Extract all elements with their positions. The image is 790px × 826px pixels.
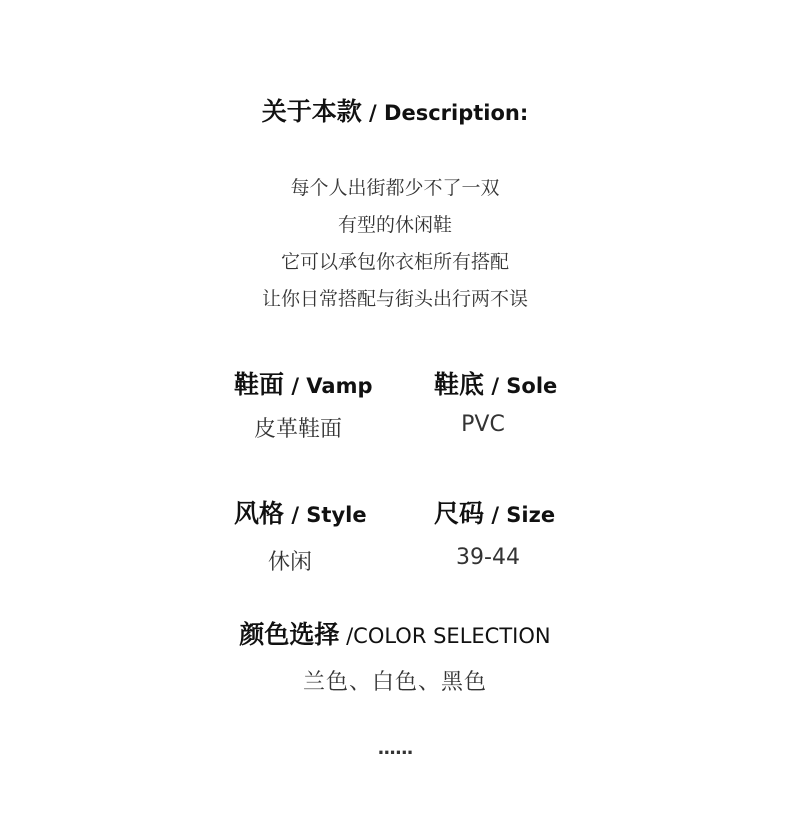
size-label bbox=[434, 494, 555, 530]
description-line: 每个人出街都少不了一双 bbox=[290, 177, 500, 199]
ellipsis: ...... bbox=[377, 738, 413, 759]
style-label-cn: 风格 bbox=[234, 499, 285, 528]
color-options: 兰色、白色、黑色 bbox=[302, 670, 487, 695]
sole-label bbox=[434, 365, 557, 401]
vamp-label-cn: 鞋面 bbox=[234, 370, 285, 399]
sole-label-en: / Sole bbox=[484, 374, 558, 398]
size-label-en: / Size bbox=[484, 503, 556, 527]
size-label-cn: 尺码 bbox=[434, 499, 485, 528]
vamp-label bbox=[234, 365, 373, 401]
color-selection-heading-en: /COLOR SELECTION bbox=[339, 624, 551, 648]
description-heading-cn: 关于本款 bbox=[261, 97, 362, 126]
description-line: 有型的休闲鞋 bbox=[337, 214, 452, 236]
vamp-value: 皮革鞋面 bbox=[253, 417, 342, 442]
description-heading-en: / Description: bbox=[361, 101, 529, 125]
size-value: 39-44 bbox=[456, 545, 520, 570]
description-heading bbox=[0, 92, 790, 128]
sole-label-cn: 鞋底 bbox=[434, 370, 485, 399]
description-line: 让你日常搭配与街头出行两不误 bbox=[261, 288, 528, 310]
style-value: 休闲 bbox=[267, 550, 312, 575]
vamp-label-en: / Vamp bbox=[284, 374, 373, 398]
description-text bbox=[0, 170, 790, 318]
style-label bbox=[234, 494, 367, 530]
color-selection-heading-cn: 颜色选择 bbox=[239, 620, 340, 649]
sole-value: PVC bbox=[461, 412, 505, 437]
style-label-en: / Style bbox=[284, 503, 367, 527]
description-line: 它可以承包你衣柜所有搭配 bbox=[280, 251, 509, 273]
color-selection-heading bbox=[0, 615, 790, 651]
